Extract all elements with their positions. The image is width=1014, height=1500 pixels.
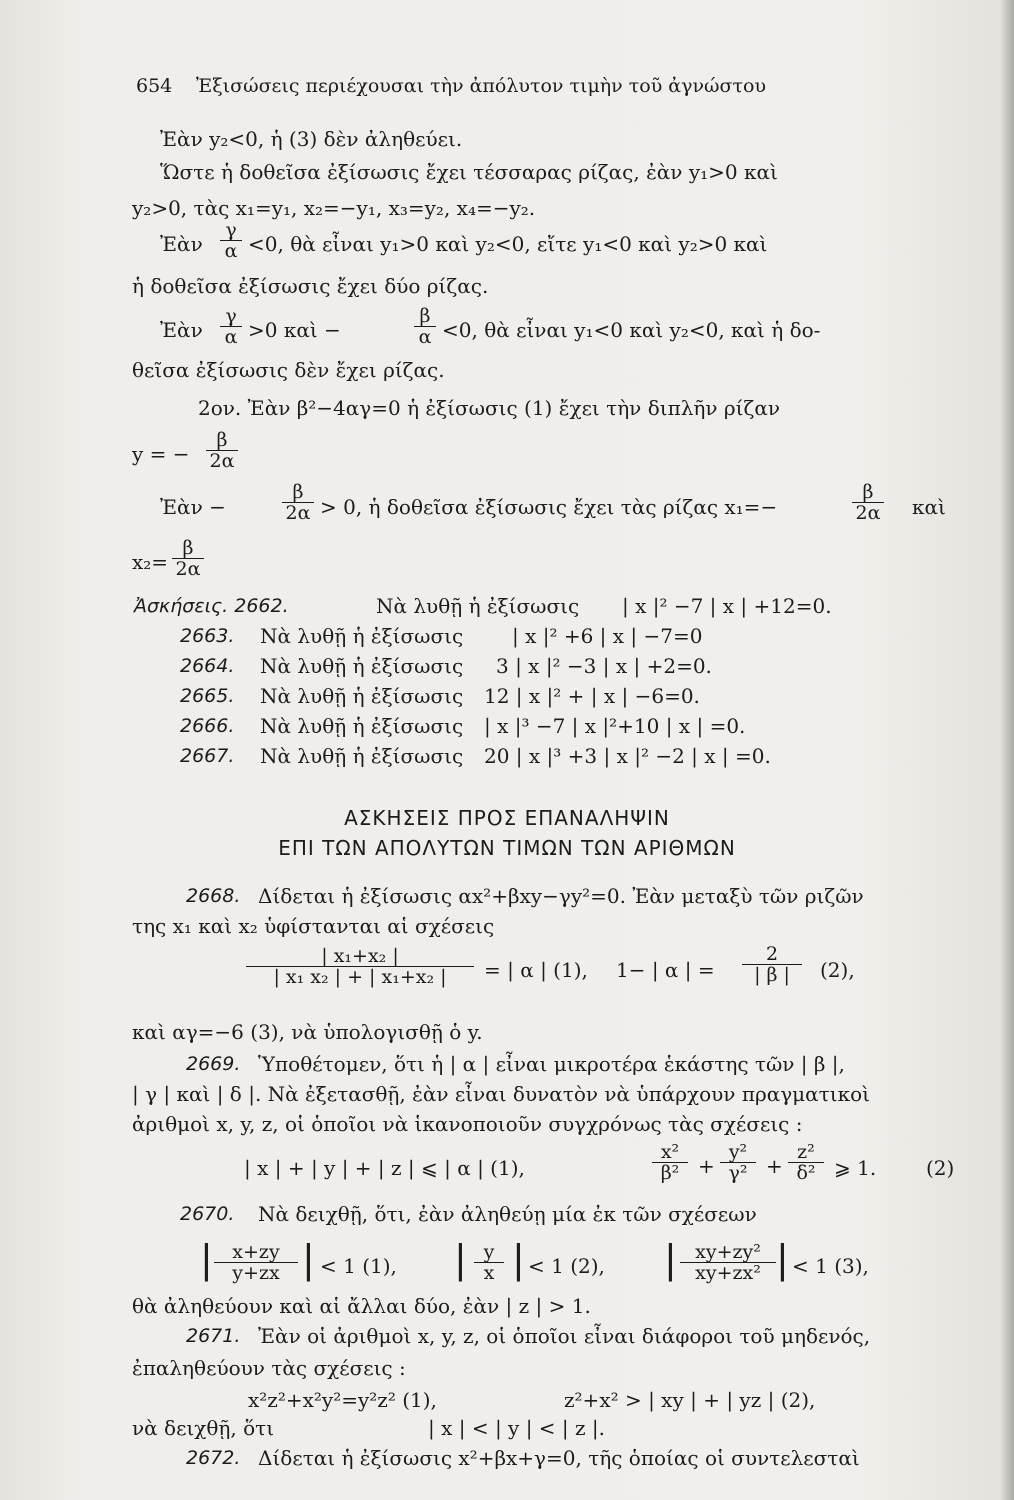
text-line: > 0, ἡ δοθεῖσα ἐξίσωσις ἔχει τὰς ρίζας x₁=− [320,495,778,519]
fraction-numerator: z² [797,1141,815,1163]
text-line: <0, θὰ εἶναι y₁<0 καὶ y₂<0, καὶ ἡ δο- [442,318,821,342]
text-line: θὰ ἀληθεύουν καὶ αἱ ἄλλαι δύο, ἐὰν | z | > 1. [132,1294,591,1318]
text-line: θεῖσα ἐξίσωσις δὲν ἔχει ρίζας. [132,358,445,382]
section-heading: ΑΣΚΗΣΕΙΣ ΠΡΟΣ ΕΠΑΝΑΛΗΨΙΝ [344,806,670,830]
abs-bar: | [200,1237,213,1281]
fraction-numerator: β [216,429,228,451]
exercise-text: Νὰ λυθῇ ἡ ἐξίσωσις [260,684,464,708]
fraction [220,306,242,347]
fraction [652,1142,688,1183]
section-heading: ΕΠΙ ΤΩΝ ΑΠΟΛΥΤΩΝ ΤΙΜΩΝ ΤΩΝ ΑΡΙΘΜΩΝ [278,836,736,860]
running-title: Ἐξισώσεις περιέχουσαι τὴν ἀπόλυτον τιμὴν τοῦ ἀγνώστου [196,75,767,97]
fraction-denominator: 2α [852,502,884,523]
fraction [680,1242,776,1283]
text-line: νὰ δειχθῇ, ὅτι [132,1416,275,1440]
text-line: καὶ [912,495,946,519]
exercise-equation: | x |² +6 | x | −7=0 [512,624,703,648]
fraction-numerator: β [182,537,194,559]
exercise-number: 2672. [186,1447,241,1469]
exercise-equation: 12 | x |² + | x | −6=0. [484,684,700,708]
exercise-number: 2666. [180,715,235,737]
page-number: 654 [136,75,173,97]
text-line: καὶ αγ=−6 (3), νὰ ὑπολογισθῇ ὁ y. [132,1020,483,1044]
text-line: >0 καὶ − [248,318,341,342]
equation: < 1 (3), [792,1254,869,1278]
fraction-numerator: y² [728,1141,748,1163]
exercise-text: Νὰ λυθῇ ἡ ἐξίσωσις [260,744,464,768]
fraction [720,1142,756,1183]
text-line: Ὑποθέτομεν, ὅτι ἡ | α | εἶναι μικροτέρα ἑκάστης τῶν | β |, [258,1052,845,1076]
text-line: ἡ δοθεῖσα ἐξίσωσις ἔχει δύο ρίζας. [132,274,489,298]
fraction-denominator: | β | [742,964,802,985]
exercise-number: 2671. [186,1325,241,1347]
abs-bar: | [512,1237,525,1281]
text-line: y = − [132,442,190,466]
abs-bar: | [664,1237,677,1281]
text-line: Ἐὰν [160,318,203,342]
exercise-text: Νὰ λυθῇ ἡ ἐξίσωσις [260,714,464,738]
exercise-number: 2669. [186,1053,241,1075]
fraction-numerator: 2 [765,943,779,965]
fraction [172,538,204,579]
text-line: 2ον. Ἐὰν β²−4αγ=0 ἡ ἐξίσωσις (1) ἔχει τὴν διπλῆν ρίζαν [198,396,780,420]
fraction-denominator: β² [652,1162,688,1183]
fraction [742,944,802,985]
fraction-denominator: x [474,1262,504,1283]
fraction-denominator: 2α [172,558,204,579]
fraction-numerator: xy+zy² [695,1241,761,1263]
fraction-numerator: x+zy [232,1241,280,1263]
exercise-number: 2663. [180,625,235,647]
exercise-equation: | x |² −7 | x | +12=0. [622,594,832,618]
text-line: x₂= [132,550,169,574]
equation: z²+x² > | xy | + | yz | (2), [564,1388,816,1412]
exercise-equation: 20 | x |³ +3 | x |² −2 | x | =0. [484,744,771,768]
fraction-denominator: δ² [788,1162,824,1183]
text-line: Δίδεται ἡ ἐξίσωσις αx²+βxy−γy²=0. Ἐὰν μεταξὺ τῶν ριζῶν [258,884,864,908]
exercise-number: 2670. [180,1203,235,1225]
equation: ⩾ 1. [834,1156,877,1180]
text-line: Ἐὰν y₂<0, ἡ (3) δὲν ἀληθεύει. [160,127,463,151]
fraction [206,430,238,471]
text-line: Ἐὰν − [160,495,226,519]
fraction-denominator: | x₁ x₂ | + | x₁+x₂ | [246,966,474,987]
equation: x²z²+x²y²=y²z² (1), [248,1388,437,1412]
equation: < 1 (1), [320,1254,397,1278]
fraction-numerator: β [419,305,431,327]
equation-tag: (2) [926,1156,955,1180]
text-line: Ἐὰν οἱ ἀριθμοὶ x, y, z, οἱ ὁποῖοι εἶναι διάφοροι τοῦ μηδενός, [258,1324,871,1348]
exercise-equation: 3 | x |² −3 | x | +2=0. [496,654,712,678]
plus-sign: + [766,1154,783,1178]
abs-bar: | [454,1237,467,1281]
fraction-denominator: 2α [282,502,314,523]
text-line: της x₁ καὶ x₂ ὑφίστανται αἱ σχέσεις [132,914,495,938]
fraction [282,482,314,523]
plus-sign: + [698,1154,715,1178]
exercise-text: Νὰ λυθῇ ἡ ἐξίσωσις [260,654,464,678]
exercise-number: 2668. [186,885,241,907]
equation: | x | < | y | < | z |. [428,1416,605,1440]
text-line: ἀριθμοὶ x, y, z, οἱ ὁποῖοι νὰ ἱκανοποιοῦν συγχρόνως τὰς σχέσεις : [132,1112,803,1136]
text-line: | γ | καὶ | δ |. Νὰ ἐξετασθῇ, ἐὰν εἶναι δυνατὸν νὰ ὑπάρχουν πραγματικοὶ [132,1082,870,1106]
fraction-numerator: x² [660,1141,680,1163]
exercise-text: Νὰ λυθῇ ἡ ἐξίσωσις [260,624,464,648]
text-line: y₂>0, τὰς x₁=y₁, x₂=−y₁, x₃=y₂, x₄=−y₂. [132,196,536,220]
text-line: <0, θὰ εἶναι y₁>0 καὶ y₂<0, εἴτε y₁<0 καὶ y₂>0 καὶ [248,232,768,256]
exercise-text: Νὰ λυθῇ ἡ ἐξίσωσις [376,594,580,618]
exercise-number: 2667. [180,745,235,767]
page-edge-shadow [1000,0,1014,1500]
fraction-denominator: 2α [206,450,238,471]
fraction-denominator: γ² [720,1162,756,1183]
text-line: Νὰ δειχθῇ, ὅτι, ἐὰν ἀληθεύῃ μία ἐκ τῶν σχέσεων [258,1202,757,1226]
exercise-equation: | x |³ −7 | x |²+10 | x | =0. [484,714,746,738]
text-line: Ἐὰν [160,232,203,256]
fraction-denominator: α [220,326,242,347]
abs-bar: | [302,1237,315,1281]
exercise-number: 2665. [180,685,235,707]
fraction [414,306,436,347]
text-line: Δίδεται ἡ ἐξίσωσις x²+βx+γ=0, τῆς ὁποίας οἱ συντελεσταὶ [258,1446,860,1470]
fraction [214,1242,298,1283]
text-line: Ὥστε ἡ δοθεῖσα ἐξίσωσις ἔχει τέσσαρας ρίζας, ἐὰν y₁>0 καὶ [160,160,778,184]
fraction [788,1142,824,1183]
fraction-denominator: α [220,240,242,261]
fraction-numerator: γ [225,305,237,327]
equation: = | α | (1), [484,958,588,982]
equation-tag: (2), [820,958,855,982]
text-line: ἐπαληθεύουν τὰς σχέσεις : [132,1356,406,1380]
equation: 1− | α | = [616,958,715,982]
fraction-denominator: α [414,326,436,347]
fraction-denominator: y+zx [214,1262,298,1283]
fraction [220,220,242,261]
fraction-numerator: β [292,481,304,503]
fraction-numerator: | x₁+x₂ | [321,945,399,967]
fraction-denominator: xy+zx² [680,1262,776,1283]
fraction [474,1242,504,1283]
equation: < 1 (2), [528,1254,605,1278]
exercise-number: Ἀσκήσεις. 2662. [134,595,289,617]
fraction [852,482,884,523]
fraction-numerator: γ [225,219,237,241]
fraction-numerator: β [862,481,874,503]
exercise-number: 2664. [180,655,235,677]
equation: | x | + | y | + | z | ⩽ | α | (1), [244,1156,525,1180]
abs-bar: | [776,1237,789,1281]
fraction [246,946,474,987]
fraction-numerator: y [483,1241,495,1263]
